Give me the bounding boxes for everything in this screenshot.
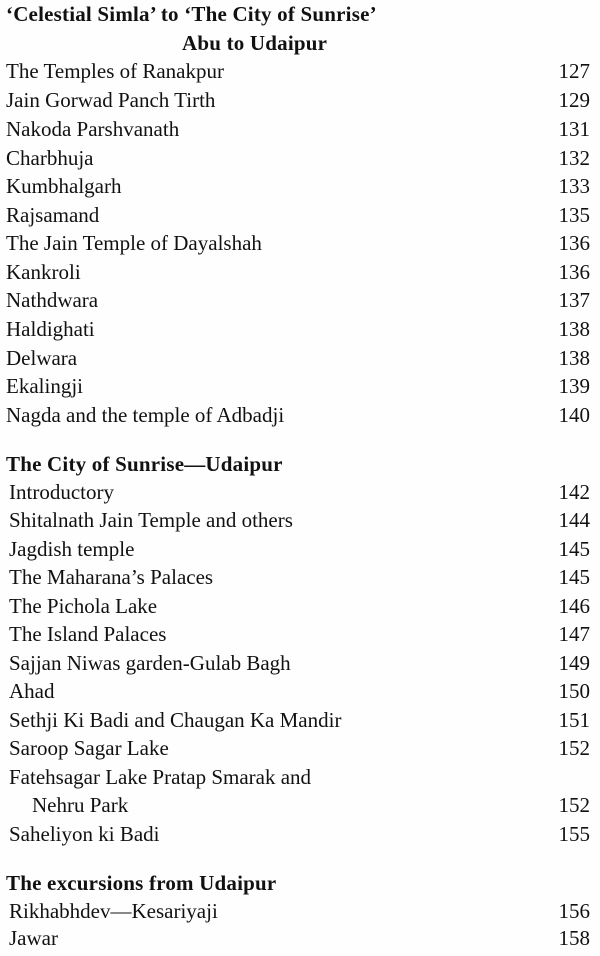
toc-entry-page: 145 <box>558 565 590 589</box>
toc-entry-title: Ekalingji <box>6 374 83 398</box>
toc-entry-page: 136 <box>558 260 590 284</box>
toc-entry-page: 133 <box>558 174 590 198</box>
toc-entry-page: 145 <box>558 537 590 561</box>
section-heading: ‘Celestial Simla’ to ‘The City of Sunrise’ <box>6 2 377 26</box>
toc-entry-title: Delwara <box>6 346 78 370</box>
toc-entry-page: 136 <box>558 231 590 255</box>
section-subheading: Abu to Udaipur <box>182 31 328 55</box>
section-heading: The City of Sunrise—Udaipur <box>6 452 283 476</box>
toc-entry-page: 152 <box>558 793 590 817</box>
toc-entry-page: 137 <box>558 288 590 312</box>
toc-entry-page: 147 <box>558 622 590 646</box>
toc-entry-title: Sajjan Niwas garden-Gulab Bagh <box>9 651 291 675</box>
section-heading: The excursions from Udaipur <box>6 871 277 895</box>
toc-entry-page: 155 <box>558 822 590 846</box>
toc-entry-page: 158 <box>558 926 590 950</box>
toc-entry-title: Nathdwara <box>6 288 99 312</box>
toc-entry-page: 142 <box>558 480 590 504</box>
toc-entry-title: Haldighati <box>6 317 95 341</box>
toc-entry-title: Kumbhalgarh <box>6 174 122 198</box>
toc-entry-page: 146 <box>558 594 590 618</box>
toc-entry-page: 140 <box>558 403 590 427</box>
toc-entry-title: The Pichola Lake <box>9 594 158 618</box>
toc-entry-page: 150 <box>558 679 590 703</box>
toc-entry-page: 138 <box>558 317 590 341</box>
toc-entry-page: 135 <box>558 203 590 227</box>
toc-entry-title: The Temples of Ranakpur <box>6 59 224 83</box>
toc-entry-page: 149 <box>558 651 590 675</box>
toc-entry-title: Kankroli <box>6 260 81 284</box>
toc-entry-page: 152 <box>558 736 590 760</box>
toc-entry-page: 156 <box>558 899 590 923</box>
toc-entry-title: Fatehsagar Lake Pratap Smarak and <box>9 765 312 789</box>
toc-entry-title: Saheliyon ki Badi <box>9 822 160 846</box>
toc-entry-title: The Island Palaces <box>9 622 167 646</box>
toc-entry-title: Rajsamand <box>6 203 100 227</box>
toc-entry-title: Sethji Ki Badi and Chaugan Ka Mandir <box>9 708 342 732</box>
toc-entry-title: Jain Gorwad Panch Tirth <box>6 88 216 112</box>
toc-entry-title: Jawar <box>9 926 58 950</box>
toc-entry-title: Rikhabhdev—Kesariyaji <box>9 899 218 923</box>
toc-entry-page: 131 <box>558 117 590 141</box>
toc-entry-title: Charbhuja <box>6 146 94 170</box>
toc-entry-page: 151 <box>558 708 590 732</box>
toc-entry-title: Introductory <box>9 480 114 504</box>
toc-entry-page: 138 <box>558 346 590 370</box>
toc-entry-title: The Maharana’s Palaces <box>9 565 214 589</box>
toc-entry-title: Shitalnath Jain Temple and others <box>9 508 293 532</box>
toc-entry-title: Jagdish temple <box>9 537 135 561</box>
toc-entry-title: Saroop Sagar Lake <box>9 736 169 760</box>
toc-entry-title: Nagda and the temple of Adbadji <box>6 403 285 427</box>
toc-entry-page: 127 <box>558 59 590 83</box>
toc-entry-title: The Jain Temple of Dayalshah <box>6 231 262 255</box>
toc-entry-page: 132 <box>558 146 590 170</box>
toc-entry-title: Ahad <box>9 679 55 703</box>
toc-entry-page: 129 <box>558 88 590 112</box>
toc-entry-page: 144 <box>558 508 590 532</box>
toc-entry-page: 139 <box>558 374 590 398</box>
toc-entry-title-continued: Nehru Park <box>32 793 129 817</box>
toc-entry-title: Nakoda Parshvanath <box>6 117 180 141</box>
